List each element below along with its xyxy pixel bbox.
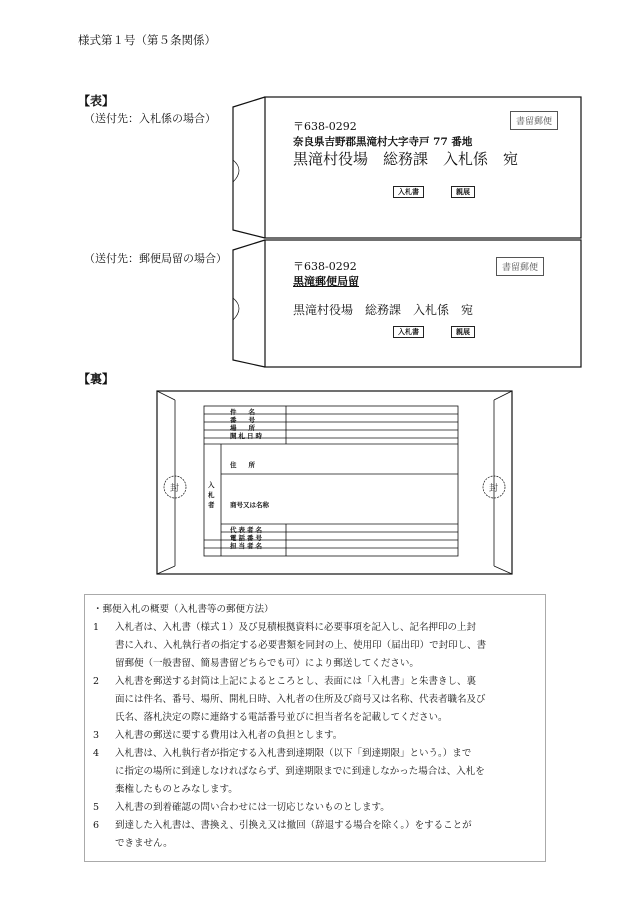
note-text-line: 書に入れ、入札執行者の指定する必要書類を同封の上、使用印（届出印）で封印し、書: [115, 640, 487, 651]
field-bidder: 入札者: [208, 481, 215, 509]
note-item: [93, 673, 537, 727]
note-text-line: に指定の場所に到達しなければならず、到達期限までに到達しなかった場合は、入札を: [115, 766, 485, 777]
note-text-line: 入札書の到着確認の問い合わせには一切応じないものとします。: [115, 802, 390, 813]
recipient-1: 黒滝村役場 総務課 入札係 宛: [293, 150, 519, 168]
label-bid-2: 入札書: [393, 326, 424, 338]
seal-right: 封: [489, 484, 499, 494]
note-number: 6: [93, 820, 100, 831]
note-number: 2: [93, 676, 100, 687]
caption-front-2: （送付先：郵便局留の場合）: [84, 252, 227, 265]
note-item: [93, 799, 537, 817]
note-number: 3: [93, 730, 100, 741]
note-text-line: 留郵便（一般書留、簡易書留どちらでも可）により郵送してください。: [115, 658, 419, 669]
postal-code-1: 〒638-0292: [293, 120, 357, 133]
note-text-line: 棄権したものとみなします。: [115, 784, 238, 795]
notes-list: [93, 619, 537, 853]
registered-mail-stamp-1: 書留郵便: [510, 111, 558, 130]
note-number: 4: [93, 748, 100, 759]
note-text-line: 面には件名、番号、場所、開札日時、入札者の住所及び商号又は名称、代表者職名及び: [115, 694, 486, 705]
label-confidential-1: 親展: [451, 186, 475, 198]
note-text-line: できません。: [115, 838, 173, 849]
note-text-line: 入札書の郵送に要する費用は入札者の負担とします。: [115, 730, 343, 741]
label-confidential-2: 親展: [451, 326, 475, 338]
note-number: 1: [93, 622, 100, 633]
note-text-line: 入札書は、入札執行者が指定する入札書到達期限（以下「到達期限」という。）まで: [115, 748, 472, 759]
registered-mail-stamp-2: 書留郵便: [496, 257, 544, 276]
note-item: [93, 745, 537, 799]
caption-front-1: （送付先：入札係の場合）: [84, 112, 216, 125]
field-address: 住所: [230, 461, 267, 469]
note-text-line: 入札者は、入札書（様式１）及び見積根拠資料に必要事項を記入し、記名押印の上封: [115, 622, 477, 633]
field-phone: 電話番号: [230, 534, 264, 542]
note-text-line: 入札書を郵送する封筒は上記によるところとし、表面には「入札書」と朱書きし、裏: [115, 676, 477, 687]
notes-title: ・郵便入札の概要（入札書等の郵便方法）: [93, 604, 274, 615]
note-number: 5: [93, 802, 100, 813]
field-case-name: 件名: [230, 408, 267, 416]
field-opening-date: 開札日時: [230, 432, 264, 440]
back-heading: 【裏】: [78, 372, 115, 386]
form-title: 様式第１号（第５条関係）: [78, 33, 216, 47]
note-text-line: 氏名、落札決定の際に連絡する電話番号並びに担当者名を記載してください。: [115, 712, 448, 723]
recipient-2: 黒滝村役場 総務課 入札係 宛: [293, 303, 474, 317]
note-item: [93, 619, 537, 673]
label-bid-1: 入札書: [393, 186, 424, 198]
field-place: 場所: [230, 424, 267, 432]
seal-left: 封: [170, 484, 180, 494]
note-item: [93, 817, 537, 853]
postal-code-2: 〒638-0292: [293, 260, 357, 273]
field-trade-name: 商号又は名称: [230, 501, 269, 509]
note-text-line: 到達した入札書は、書換え、引換え又は撤回（辞退する場合を除く。）をすることが: [115, 820, 472, 831]
post-office: 黒滝郵便局留: [293, 275, 359, 288]
field-number: 番号: [230, 416, 267, 424]
note-item: [93, 727, 537, 745]
notes-box: [84, 594, 546, 862]
field-person-in-charge: 担当者名: [230, 542, 264, 550]
field-representative: 代表者名: [230, 526, 264, 534]
front-heading: 【表】: [78, 94, 115, 108]
address-1: 奈良県吉野郡黒滝村大字寺戸 77 番地: [293, 136, 473, 148]
